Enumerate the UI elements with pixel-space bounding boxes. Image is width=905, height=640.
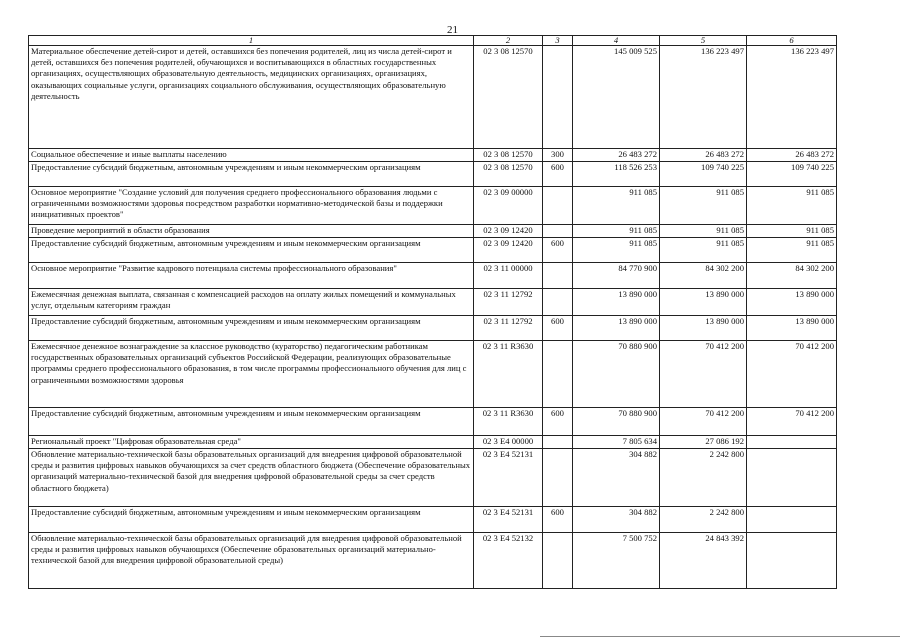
row-vr: 600 — [543, 238, 573, 263]
row-vr — [543, 289, 573, 316]
row-year2: 2 242 800 — [660, 449, 747, 507]
row-name: Предоставление субсидий бюджетным, автономным учреждениям и иным некоммерческим организациям — [29, 238, 474, 263]
row-code: 02 3 11 00000 — [474, 263, 543, 289]
header-cell-year2: 5 — [660, 36, 747, 46]
row-year3: 911 085 — [747, 238, 837, 263]
scan-edge-mark — [540, 636, 900, 637]
row-year2: 2 242 800 — [660, 507, 747, 533]
row-year2: 26 483 272 — [660, 149, 747, 162]
row-vr: 600 — [543, 162, 573, 187]
table-row — [29, 187, 837, 225]
row-year3: 84 302 200 — [747, 263, 837, 289]
row-year3 — [747, 436, 837, 449]
row-name: Основное мероприятие "Развитие кадрового потенциала системы профессионального образования" — [29, 263, 474, 289]
row-year2: 911 085 — [660, 225, 747, 238]
row-code: 02 3 08 12570 — [474, 149, 543, 162]
row-year1: 70 880 900 — [573, 408, 660, 436]
row-year2: 27 086 192 — [660, 436, 747, 449]
row-year2: 84 302 200 — [660, 263, 747, 289]
table-row — [29, 162, 837, 187]
row-name: Предоставление субсидий бюджетным, автономным учреждениям и иным некоммерческим организациям — [29, 316, 474, 341]
row-year1: 911 085 — [573, 225, 660, 238]
row-code: 02 3 11 R3630 — [474, 341, 543, 408]
row-code: 02 3 11 R3630 — [474, 408, 543, 436]
row-year3: 70 412 200 — [747, 341, 837, 408]
row-vr: 600 — [543, 408, 573, 436]
row-year3: 911 085 — [747, 225, 837, 238]
header-cell-year1: 4 — [573, 36, 660, 46]
row-year1: 13 890 000 — [573, 289, 660, 316]
row-code: 02 3 E4 00000 — [474, 436, 543, 449]
row-year1: 84 770 900 — [573, 263, 660, 289]
row-year1: 911 085 — [573, 187, 660, 225]
row-code: 02 3 08 12570 — [474, 162, 543, 187]
table-row — [29, 436, 837, 449]
row-year3: 136 223 497 — [747, 46, 837, 149]
row-code: 02 3 E4 52132 — [474, 533, 543, 589]
row-code: 02 3 E4 52131 — [474, 449, 543, 507]
row-year3: 109 740 225 — [747, 162, 837, 187]
row-year3: 26 483 272 — [747, 149, 837, 162]
row-code: 02 3 09 12420 — [474, 238, 543, 263]
header-row — [29, 36, 837, 46]
row-year2: 70 412 200 — [660, 408, 747, 436]
row-year3 — [747, 449, 837, 507]
row-year2: 24 843 392 — [660, 533, 747, 589]
row-vr: 600 — [543, 316, 573, 341]
row-year1: 70 880 900 — [573, 341, 660, 408]
row-code: 02 3 09 12420 — [474, 225, 543, 238]
row-year1: 118 526 253 — [573, 162, 660, 187]
row-code: 02 3 11 12792 — [474, 316, 543, 341]
header-cell-code: 2 — [474, 36, 543, 46]
row-name: Региональный проект "Цифровая образовательная среда" — [29, 436, 474, 449]
row-vr — [543, 187, 573, 225]
row-year1: 911 085 — [573, 238, 660, 263]
header-cell-name: 1 — [29, 36, 474, 46]
row-year2: 911 085 — [660, 187, 747, 225]
table-row — [29, 149, 837, 162]
row-name: Предоставление субсидий бюджетным, автономным учреждениям и иным некоммерческим организациям — [29, 408, 474, 436]
row-year1: 7 805 634 — [573, 436, 660, 449]
row-code: 02 3 08 12570 — [474, 46, 543, 149]
row-name: Обновление материально-технической базы образовательных организаций для внедрения цифровой образовательной среды и развития цифровых навыков обучающихся за счет средств областного бюджета (Обеспечение образовательных организаций материально-технической базой для внедрения цифровой образовательной среды за счет средств областного бюджета) — [29, 449, 474, 507]
row-vr — [543, 341, 573, 408]
row-year1: 13 890 000 — [573, 316, 660, 341]
table-row — [29, 225, 837, 238]
row-vr — [543, 533, 573, 589]
row-year2: 109 740 225 — [660, 162, 747, 187]
row-year2: 70 412 200 — [660, 341, 747, 408]
table-row — [29, 507, 837, 533]
table-row — [29, 289, 837, 316]
row-year1: 7 500 752 — [573, 533, 660, 589]
row-year3 — [747, 507, 837, 533]
row-name: Предоставление субсидий бюджетным, автономным учреждениям и иным некоммерческим организациям — [29, 507, 474, 533]
row-name: Социальное обеспечение и иные выплаты населению — [29, 149, 474, 162]
row-vr — [543, 225, 573, 238]
row-year1: 304 882 — [573, 449, 660, 507]
row-vr: 600 — [543, 507, 573, 533]
row-year3: 13 890 000 — [747, 289, 837, 316]
row-code: 02 3 E4 52131 — [474, 507, 543, 533]
row-code: 02 3 11 12792 — [474, 289, 543, 316]
budget-table — [28, 35, 837, 589]
row-name: Материальное обеспечение детей-сирот и детей, оставшихся без попечения родителей, лиц из числа детей-сирот и детей, оставшихся без попечения родителей, обучающихся и воспитывающихся в областных государственных организациях, осуществляющих образовательную деятельность, медицинских организациях, организациях, оказывающих социальные услуги, организациях социального обслуживания, осуществляющих образовательную деятельность — [29, 46, 474, 149]
table-row — [29, 263, 837, 289]
row-name: Предоставление субсидий бюджетным, автономным учреждениям и иным некоммерческим организациям — [29, 162, 474, 187]
table-row — [29, 449, 837, 507]
row-name: Ежемесячная денежная выплата, связанная с компенсацией расходов на оплату жилых помещений и коммунальных услуг, отдельным категориям граждан — [29, 289, 474, 316]
table-row — [29, 408, 837, 436]
row-vr — [543, 449, 573, 507]
row-year1: 145 009 525 — [573, 46, 660, 149]
row-name: Основное мероприятие "Создание условий для получения среднего профессионального образования людьми с ограниченными возможностями здоровья посредством разработки нормативно-методической базы и поддержки инициативных проектов" — [29, 187, 474, 225]
row-code: 02 3 09 00000 — [474, 187, 543, 225]
row-year3: 70 412 200 — [747, 408, 837, 436]
table-row — [29, 238, 837, 263]
row-name: Проведение мероприятий в области образования — [29, 225, 474, 238]
row-name: Ежемесячное денежное вознаграждение за классное руководство (кураторство) педагогическим работникам государственных образовательных организаций субъектов Российской Федерации, реализующих образовательные программы среднего профессионального образования, в том числе программы профессионального обучения для лиц с ограниченными возможностями здоровья — [29, 341, 474, 408]
table-row — [29, 533, 837, 589]
row-year1: 304 882 — [573, 507, 660, 533]
row-year2: 136 223 497 — [660, 46, 747, 149]
row-year3: 13 890 000 — [747, 316, 837, 341]
row-name: Обновление материально-технической базы образовательных организаций для внедрения цифровой образовательной среды и развития цифровых навыков обучающихся (Обеспечение образовательных организаций материально-технической базой для внедрения цифровой образовательной среды) — [29, 533, 474, 589]
table-row — [29, 316, 837, 341]
row-year2: 911 085 — [660, 238, 747, 263]
header-cell-year3: 6 — [747, 36, 837, 46]
table-row — [29, 46, 837, 149]
row-vr: 300 — [543, 149, 573, 162]
row-year2: 13 890 000 — [660, 316, 747, 341]
page-number: 21 — [447, 24, 458, 36]
row-vr — [543, 46, 573, 149]
header-cell-vr: 3 — [543, 36, 573, 46]
row-year1: 26 483 272 — [573, 149, 660, 162]
row-year2: 13 890 000 — [660, 289, 747, 316]
table-row — [29, 341, 837, 408]
row-vr — [543, 436, 573, 449]
row-year3 — [747, 533, 837, 589]
row-year3: 911 085 — [747, 187, 837, 225]
row-vr — [543, 263, 573, 289]
